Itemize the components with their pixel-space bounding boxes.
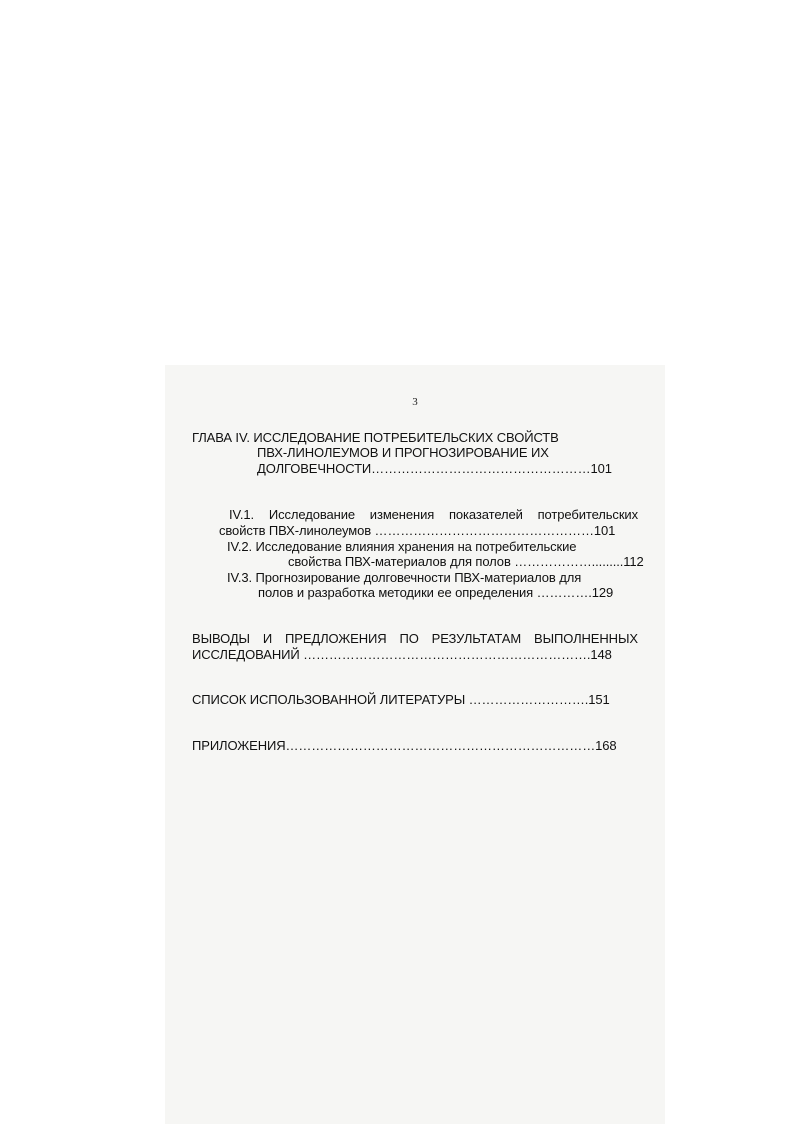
chapter-4-title-line-3: ДОЛГОВЕЧНОСТИ……………………………………………101 — [257, 461, 612, 476]
references-line: СПИСОК ИСПОЛЬЗОВАННОЙ ЛИТЕРАТУРЫ ……………………….151 — [192, 692, 610, 707]
chapter-4-title-line-2: ПВХ-ЛИНОЛЕУМОВ И ПРОГНОЗИРОВАНИЕ ИХ — [257, 445, 549, 460]
section-4-2-line-2: свойства ПВХ-материалов для полов ……………….........112 — [288, 554, 644, 569]
section-4-1-word: изменения — [369, 507, 435, 522]
section-4-3-line-2: полов и разработка методики ее определения ………….129 — [258, 585, 614, 600]
conclusions-word: РЕЗУЛЬТАТАМ — [431, 631, 522, 646]
section-4-1-word: показателей — [448, 507, 523, 522]
section-4-1-line-2: свойств ПВХ-линолеумов ……………………………………………101 — [219, 523, 616, 538]
conclusions-word: И — [262, 631, 273, 646]
conclusions-word: ВЫВОДЫ — [192, 631, 250, 646]
section-4-1-line-1 — [229, 507, 638, 523]
chapter-4-title-line-1: ГЛАВА IV. ИССЛЕДОВАНИЕ ПОТРЕБИТЕЛЬСКИХ СВОЙСТВ — [192, 430, 559, 445]
section-4-3-line-1: IV.3. Прогнозирование долговечности ПВХ-материалов для — [227, 570, 582, 585]
section-4-1-word: IV.1. — [229, 507, 255, 522]
page-number: 3 — [412, 396, 418, 408]
conclusions-word: ВЫПОЛНЕННЫХ — [534, 631, 638, 646]
conclusions-word: ПРЕДЛОЖЕНИЯ — [285, 631, 387, 646]
conclusions-word: ПО — [399, 631, 419, 646]
conclusions-line-2: ИССЛЕДОВАНИЙ ………………………………………………………….148 — [192, 647, 612, 662]
appendices-line: ПРИЛОЖЕНИЯ………………………………………………………………168 — [192, 738, 617, 753]
section-4-2-line-1: IV.2. Исследование влияния хранения на потребительские — [227, 539, 577, 554]
section-4-1-word: потребительских — [537, 507, 638, 522]
section-4-1-word: Исследование — [268, 507, 355, 522]
conclusions-line-1 — [192, 631, 638, 647]
